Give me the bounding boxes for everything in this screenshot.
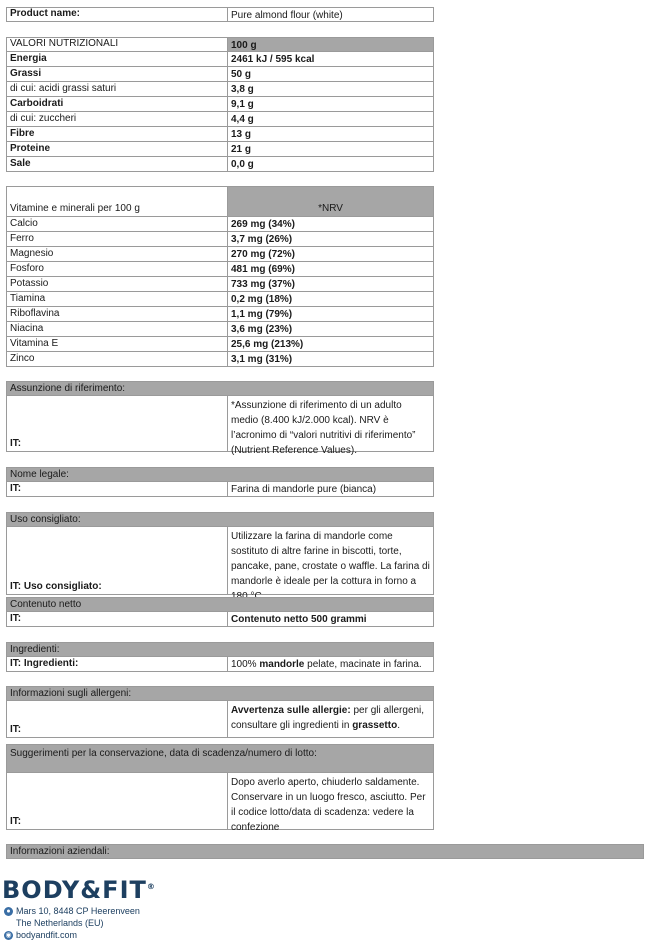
allergens-label: IT:: [7, 701, 228, 737]
allergens-value-end: .: [397, 720, 400, 731]
allergens-value-bold2: grassetto: [352, 720, 398, 731]
storage-title: Suggerimenti per la conservazione, data di scadenza/numero di lotto:: [6, 744, 434, 773]
nutrition-row-value: 13 g: [231, 129, 252, 140]
address-line-1: [4, 905, 140, 917]
vitamin-row-value: 3,6 mg (23%): [231, 324, 293, 335]
ingredients-value-pre: 100%: [231, 659, 260, 670]
nutrition-header-label: VALORI NUTRIZIONALI: [7, 38, 228, 51]
website-link[interactable]: bodyandfit.com: [16, 930, 78, 940]
nutrition-header: [6, 37, 434, 52]
vitamin-row-label: Magnesio: [7, 247, 228, 261]
company-address: [4, 905, 140, 941]
nutrition-row: [6, 82, 434, 97]
website-line: [4, 929, 140, 941]
ingredients-title: Ingredienti:: [6, 642, 434, 657]
legal-title: Nome legale:: [6, 467, 434, 482]
nutrition-row-value: 9,1 g: [231, 99, 254, 110]
reference-label: IT:: [7, 396, 228, 451]
nutrition-row-label: Sale: [7, 157, 228, 171]
nutrition-row-label: di cui: zuccheri: [7, 112, 228, 126]
nutrition-row-label: Grassi: [7, 67, 228, 81]
vitamins-header-value: *NRV: [318, 203, 343, 214]
product-value: Pure almond flour (white): [231, 10, 343, 21]
vitamin-row-value: 0,2 mg (18%): [231, 294, 293, 305]
nutrition-row-value: 3,8 g: [231, 84, 254, 95]
nutrition-row: [6, 97, 434, 112]
brand-logo-text: BODY&FIT: [2, 876, 147, 904]
vitamin-row: [6, 352, 434, 367]
location-pin-icon: ●: [4, 907, 13, 916]
nutrition-table: [6, 37, 434, 172]
vitamin-row-label: Riboflavina: [7, 307, 228, 321]
vitamin-row-value: 269 mg (34%): [231, 219, 295, 230]
vitamins-header-label: Vitamine e minerali per 100 g: [7, 187, 228, 216]
product-table: [6, 7, 434, 22]
nutrition-row: [6, 112, 434, 127]
nutrition-row-value: 0,0 g: [231, 159, 254, 170]
nutrition-row-label: Proteine: [7, 142, 228, 156]
ingredients-value-post: pelate, macinate in farina.: [304, 659, 422, 670]
legal-row: [6, 482, 434, 497]
nutrition-row: [6, 127, 434, 142]
net-content-value: Contenuto netto 500 grammi: [231, 614, 367, 625]
legal-value: Farina di mandorle pure (bianca): [231, 484, 377, 495]
vitamin-row-label: Calcio: [7, 217, 228, 231]
ingredients-label: IT: Ingredienti:: [7, 657, 228, 671]
nutrition-row-value: 4,4 g: [231, 114, 254, 125]
brand-logo-mark: ®: [146, 882, 156, 891]
nutrition-row: [6, 157, 434, 172]
vitamin-row: [6, 277, 434, 292]
allergens-value: [228, 701, 433, 735]
allergens-value-mid: per gli allergeni, consultare gli ingredienti in: [231, 705, 425, 731]
usage-label: IT: Uso consigliato:: [7, 527, 228, 594]
address-line-1-text: Mars 10, 8448 CP Heerenveen: [16, 906, 140, 916]
vitamin-row: [6, 337, 434, 352]
net-content-label: IT:: [7, 612, 228, 626]
ingredients-value-bold: mandorle: [259, 659, 305, 670]
nutrition-header-value: 100 g: [231, 40, 257, 51]
nutrition-row: [6, 142, 434, 157]
vitamin-row-label: Ferro: [7, 232, 228, 246]
allergens-title: Informazioni sugli allergeni:: [6, 686, 434, 701]
legal-section: [6, 467, 434, 497]
reference-title: Assunzione di riferimento:: [6, 381, 434, 396]
ingredients-section: [6, 642, 434, 672]
vitamin-row: [6, 232, 434, 247]
vitamin-row: [6, 217, 434, 232]
storage-section: [6, 744, 434, 833]
ingredients-row: [6, 657, 434, 672]
allergens-section: [6, 686, 434, 738]
vitamin-row-label: Fosforo: [7, 262, 228, 276]
vitamin-row-value: 733 mg (37%): [231, 279, 295, 290]
vitamin-row: [6, 247, 434, 262]
net-content-section: [6, 597, 434, 627]
usage-value: Utilizzare la farina di mandorle come sostituto di altre farine in biscotti, torte, pancake, pane, crostate o waffle. La farina di mandorle è ideale per la cottura in forno a: [231, 531, 430, 587]
allergens-row: [6, 701, 434, 738]
globe-icon: ◉: [5, 932, 12, 940]
vitamin-row-label: Vitamina E: [7, 337, 228, 351]
vitamin-row-value: 481 mg (69%): [231, 264, 295, 275]
vitamin-row-value: 3,7 mg (26%): [231, 234, 293, 245]
vitamin-row: [6, 322, 434, 337]
nutrition-row-value: 50 g: [231, 69, 252, 80]
legal-label: IT:: [7, 482, 228, 496]
nutrition-row-value: 2461 kJ / 595 kcal: [231, 54, 315, 65]
address-line-2: The Netherlands (EU): [16, 918, 104, 928]
vitamin-row: [6, 292, 434, 307]
vitamin-row-label: Niacina: [7, 322, 228, 336]
vitamin-row-value: 25,6 mg (213%): [231, 339, 304, 350]
nutrition-row-value: 21 g: [231, 144, 252, 155]
usage-section: [6, 512, 434, 595]
vitamin-row-label: Tiamina: [7, 292, 228, 306]
allergens-value-bold: Avvertenza sulle allergie:: [231, 705, 351, 716]
vitamins-table: [6, 186, 434, 367]
usage-row: [6, 527, 434, 595]
product-row: [6, 7, 434, 22]
storage-row: [6, 773, 434, 833]
vitamin-row: [6, 307, 434, 322]
net-content-row: [6, 612, 434, 627]
ingredients-value: [228, 657, 433, 671]
nutrition-row-label: Fibre: [7, 127, 228, 141]
nutrition-row-label: Energia: [7, 52, 228, 66]
reference-row: [6, 396, 434, 456]
company-title: Informazioni aziendali:: [6, 844, 644, 859]
nutrition-row: [6, 52, 434, 67]
vitamin-row-label: Zinco: [7, 352, 228, 366]
vitamin-row-label: Potassio: [7, 277, 228, 291]
reference-value: *Assunzione di riferimento di un adulto medio (8.400 kJ/2.000 kcal). NRV è l’acronimo di “valori nutritivi di riferimento” (Nutrient Reference Values).: [231, 400, 416, 456]
vitamin-row-value: 270 mg (72%): [231, 249, 295, 260]
reference-section: [6, 381, 434, 456]
net-content-title: Contenuto netto: [6, 597, 434, 612]
vitamin-row-value: 1,1 mg (79%): [231, 309, 293, 320]
storage-label: IT:: [7, 773, 228, 829]
nutrition-row-label: Carboidrati: [7, 97, 228, 111]
vitamins-header: [6, 186, 434, 217]
vitamin-row-value: 3,1 mg (31%): [231, 354, 293, 365]
product-label: Product name:: [7, 8, 228, 21]
storage-value: Dopo averlo aperto, chiuderlo saldamente. Conservare in un luogo fresco, asciutto. Per il codice lotto/data di scadenza: vedere la confezione: [231, 777, 426, 833]
nutrition-row: [6, 67, 434, 82]
brand-logo: [2, 876, 156, 904]
nutrition-row-label: di cui: acidi grassi saturi: [7, 82, 228, 96]
vitamin-row: [6, 262, 434, 277]
usage-title: Uso consigliato:: [6, 512, 434, 527]
